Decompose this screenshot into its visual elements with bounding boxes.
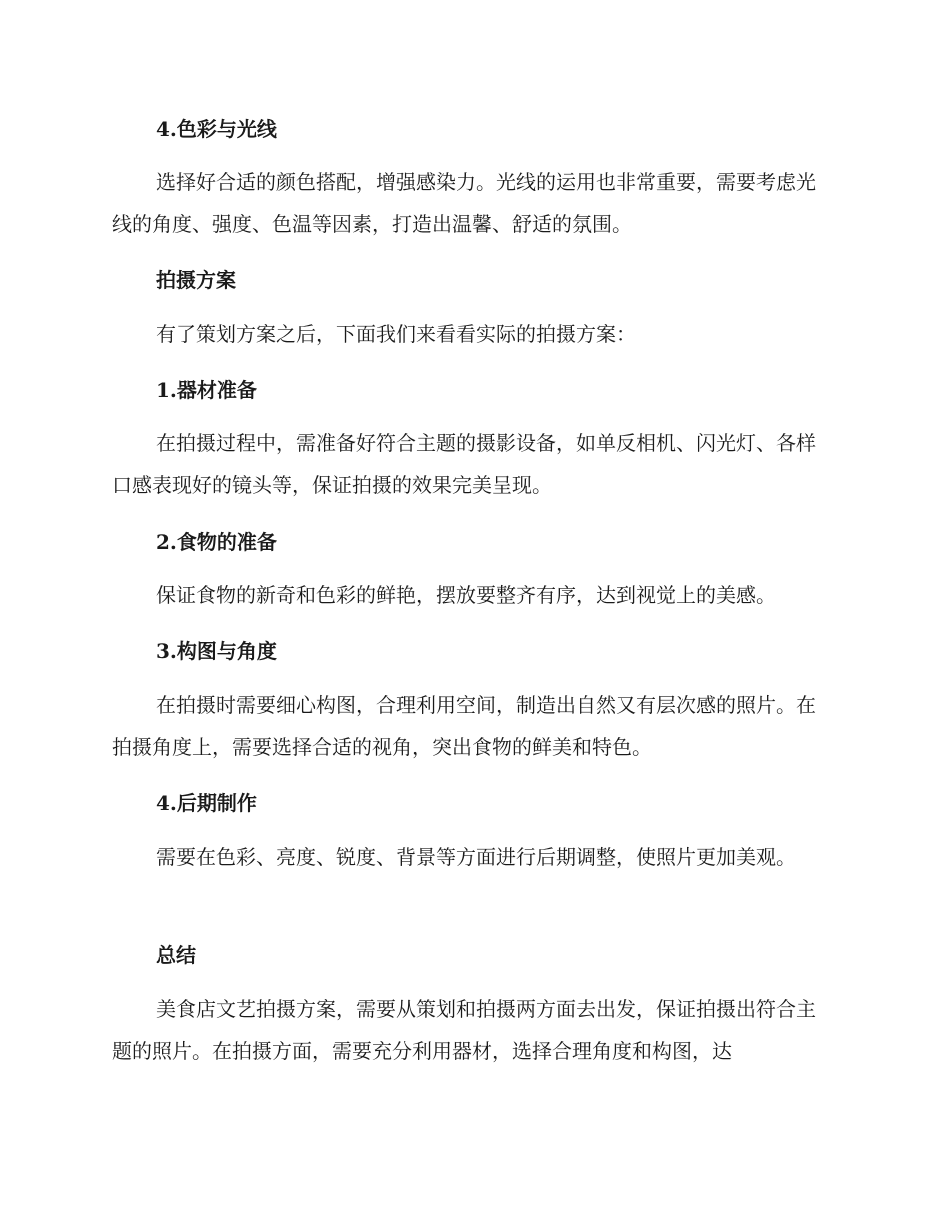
section-heading-summary: 总结 [156,943,196,967]
section-heading-equipment: 1.器材准备 [156,378,257,402]
section-heading-composition: 3.构图与角度 [156,639,277,663]
paragraph-post-production: 需要在色彩、亮度、锐度、背景等方面进行后期调整，使照片更加美观。 [156,845,796,869]
paragraph-food-prep: 保证食物的新奇和色彩的鲜艳，摆放要整齐有序，达到视觉上的美感。 [156,583,776,607]
section-heading-shooting-plan: 拍摄方案 [156,268,236,292]
paragraph-composition: 在拍摄时需要细心构图，合理利用空间，制造出自然又有层次感的照片。在拍摄角度上，需要选择合适的视角，突出食物的鲜美和特色。 [112,693,816,759]
section-heading-post-production: 4.后期制作 [156,791,257,815]
section-heading-color-light: 4.色彩与光线 [156,117,277,141]
paragraph-summary: 美食店文艺拍摄方案，需要从策划和拍摄两方面去出发，保证拍摄出符合主题的照片。在拍摄方面，需要充分利用器材，选择合理角度和构图，达 [112,997,816,1063]
section-heading-food-prep: 2.食物的准备 [156,530,277,554]
paragraph-equipment: 在拍摄过程中，需准备好符合主题的摄影设备，如单反相机、闪光灯、各样口感表现好的镜头等，保证拍摄的效果完美呈现。 [112,431,816,497]
paragraph-color-light: 选择好合适的颜色搭配，增强感染力。光线的运用也非常重要，需要考虑光线的角度、强度、色温等因素，打造出温馨、舒适的氛围。 [112,170,816,236]
paragraph-shooting-plan-intro: 有了策划方案之后，下面我们来看看实际的拍摄方案： [156,322,636,346]
